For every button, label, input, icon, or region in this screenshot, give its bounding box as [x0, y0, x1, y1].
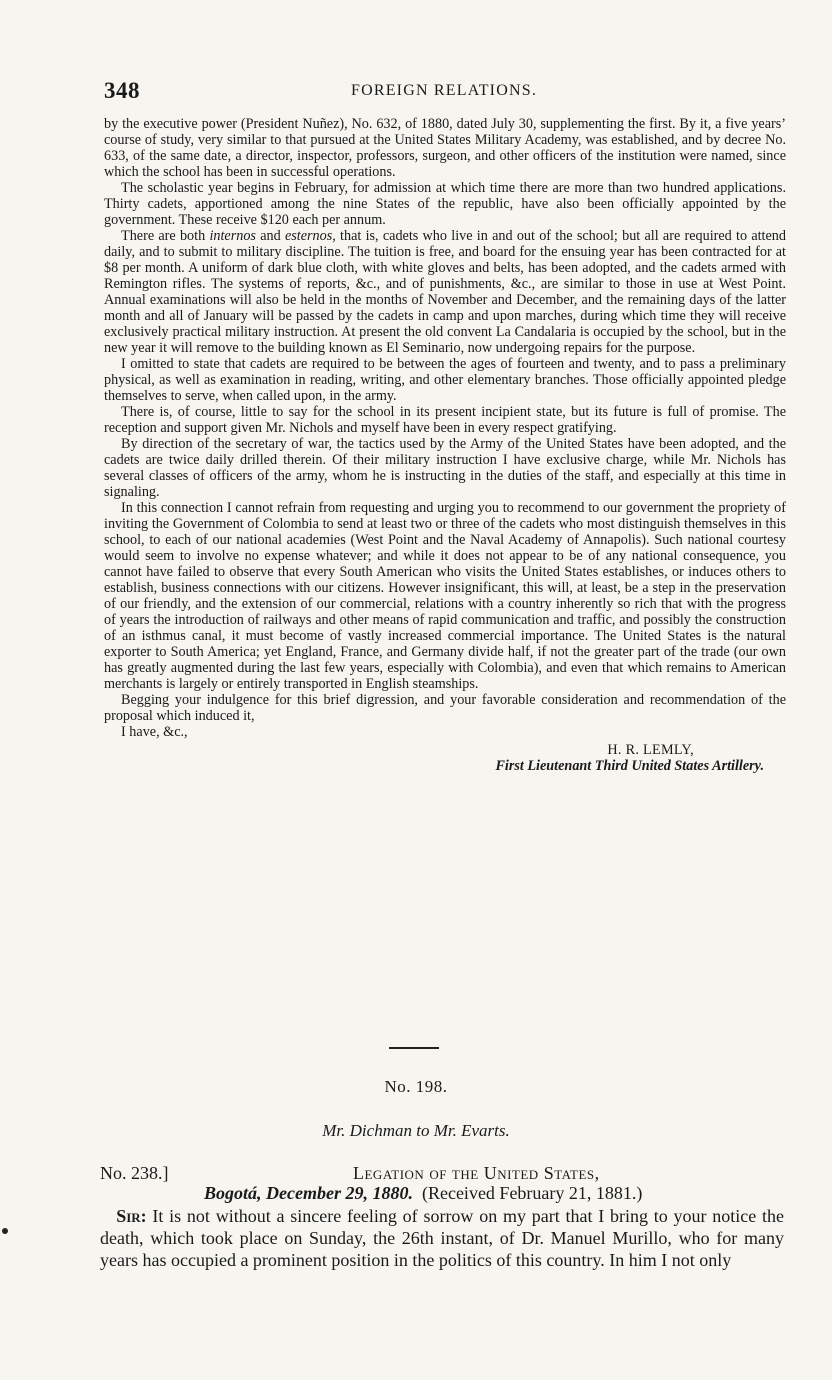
- signer-title: First Lieutenant Third United States Artillery.: [495, 758, 764, 774]
- paragraph-5: There is, of course, little to say for the school in its present incipient state, but its future is full of promise. The reception and support given Mr. Nichols and myself have been in every respect gratifying.: [104, 404, 786, 436]
- salutation: Sir:: [116, 1206, 147, 1226]
- section-divider: [389, 1047, 439, 1049]
- term-esternos: esternos: [284, 228, 333, 244]
- paragraph-7: In this connection I cannot refrain from requesting and urging you to recommend to our government the propriety of inviting the Government of Colombia to send at least two or three of the cadets who most distinguish themselves in this school, to each of our national academies (West Point and the Naval Academy of Annapolis). Such national courtesy would seem to involve no expense whatever; and while it does not appear to be of any national consequence, you cannot have failed to observe that every South American who visits the United States establishes, or induces others to establish, business connections with our citizens. However insignificant, this will, at least, be a step in the preservation of our friendly, and the extension of our commercial, relations with a country inherently so rich that with the progress of years the introduction of railways and other means of rapid communication and traffic, and possibly the construction of an isthmus canal, it must become of vastly increased commercial importance. The United States is the natural exporter to South America; yet England, France, and Germany divide half, if not the greater part of the trade (our own has greatly augmented during the last few years, especially with Colombia), and even that which remains to American merchants is largely or entirely transported in English steamships.: [104, 500, 786, 692]
- dateline: [204, 1183, 642, 1204]
- letter-paragraph: [100, 1205, 784, 1271]
- closing: I have, &c.,: [121, 724, 188, 740]
- paragraph-8: Begging your indulgence for this brief digression, and your favorable consideration and recommendation of the proposal which induced it,: [104, 692, 786, 724]
- place-date: Bogotá, December 29, 1880.: [204, 1183, 413, 1203]
- document-title: Mr. Dichman to Mr. Evarts.: [322, 1121, 510, 1140]
- margin-dot: [2, 1228, 8, 1234]
- paragraph-3-and: and: [255, 228, 285, 244]
- letter-body: [100, 1205, 784, 1271]
- paragraph-3: [104, 228, 786, 356]
- paragraph-1: by the executive power (President Nuñez), No. 632, of 1880, dated July 30, supplementing the first. By it, a five years’ course of study, very similar to that pursued at the United States Military Academy, was established, and by decree No. 633, of the same date, a director, inspector, professors, surgeon, and other officers of the institution were named, since which the school has been in successful operations.: [104, 116, 786, 180]
- paragraph-6: By direction of the secretary of war, the tactics used by the Army of the United States have been adopted, and the cadets are twice daily drilled therein. Of their military instruction I have exclusive charge, while Mr. Nichols has several classes of officers of the army, whom he is instructing in the duties of the staff, and especially at this time in signaling.: [104, 436, 786, 500]
- report-body: [104, 116, 786, 774]
- page-header: [104, 78, 784, 104]
- document-number: No. 198.: [384, 1077, 448, 1096]
- signer-name: H. R. LEMLY,: [607, 742, 694, 758]
- letter-text: It is not without a sincere feeling of sorrow on my part that I bring to your notice the death, which took place on Sunday, the 26th instant, of Dr. Manuel Murillo, who for many years has occupied a prominent position in the politics of this country. In him I not only: [100, 1206, 784, 1270]
- received-date: (Received February 21, 1881.): [421, 1183, 643, 1203]
- page-number: 348: [104, 78, 140, 103]
- dispatch-number: No. 238.]: [100, 1163, 169, 1183]
- paragraph-4: I omitted to state that cadets are required to be between the ages of fourteen and twenty, and to pass a preliminary physical, as well as examination in reading, writing, and other elementary branches. Those officially appointed pledge themselves to serve, when called upon, in the army.: [104, 356, 786, 404]
- legation-heading: Legation of the United States,: [353, 1163, 600, 1183]
- running-head: FOREIGN RELATIONS.: [350, 82, 538, 99]
- term-internos: internos: [209, 228, 256, 244]
- paragraph-3-rest: , that is, cadets who live in and out of the school; but all are required to attend daily, and to submit to military discipline. The tuition is free, and board for the ensuing year has been contracted for at $8 per month. A uniform of dark blue cloth, with white gloves and belts, has been adopted, and the cadets armed with Remington rifles. The systems of reports, &c., and of punishments, &c., are similar to those in use at West Point. Annual examinations will also be held in the months of November and December, and the remaining days of the latter month and all of January will be passed by the cadets in camp and upon marches, during which time they will receive exclusively practical military instruction. At present the old convent La Candalaria is occupied by the school, but in the new year it will remove to the building known as El Seminario, now undergoing repairs for the purpose.: [104, 228, 786, 356]
- paragraph-2: The scholastic year begins in February, for admission at which time there are more than two hundred applications. Thirty cadets, apportioned among the nine States of the republic, have also been officially appointed by the government. These receive $120 each per annum.: [104, 180, 786, 228]
- paragraph-3-start: There are both: [121, 228, 210, 244]
